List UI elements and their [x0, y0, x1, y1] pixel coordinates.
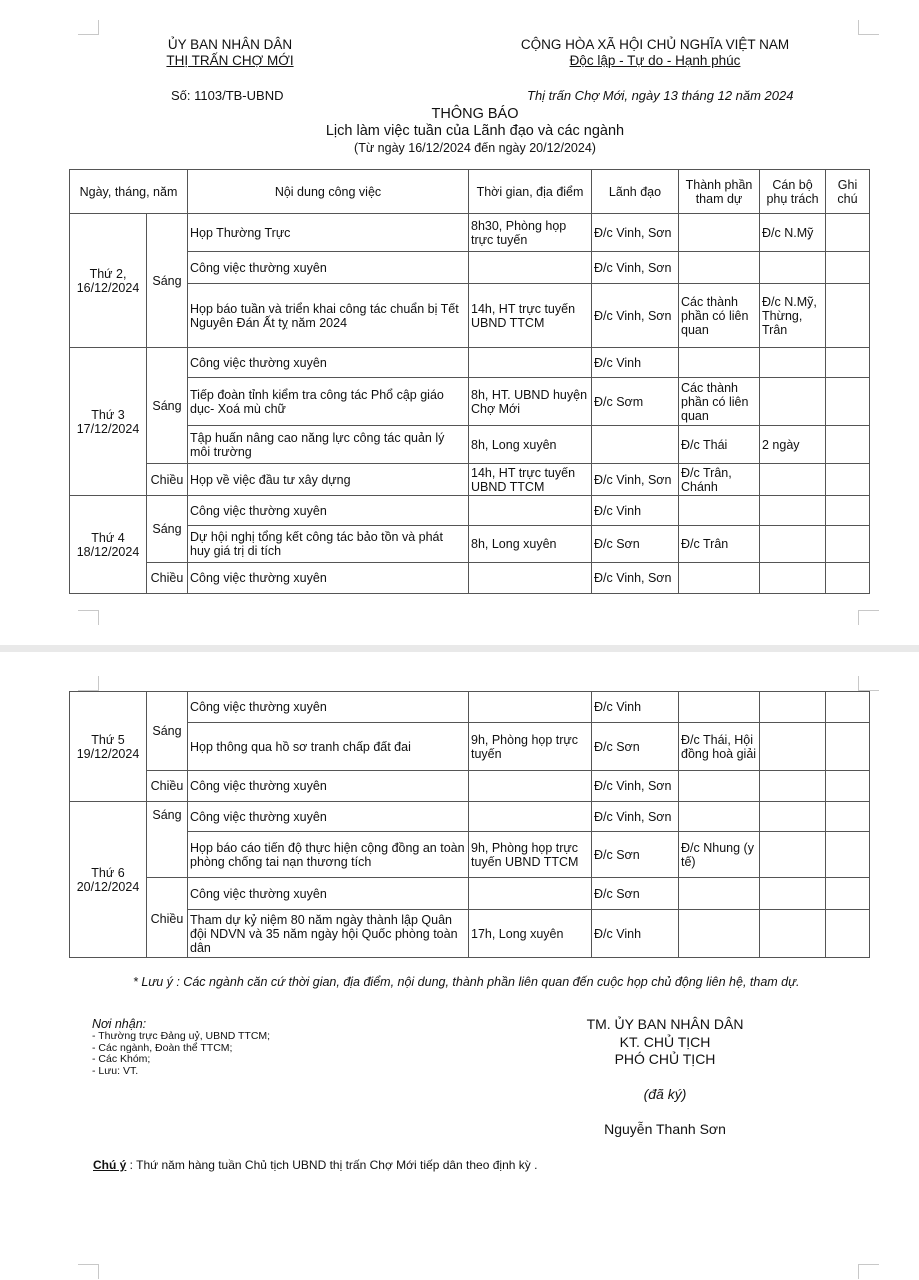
national-title: CỘNG HÒA XÃ HỘI CHỦ NGHĨA VIỆT NAM [520, 37, 790, 52]
participants-cell [679, 878, 760, 910]
content-cell: Dự hội nghị tổng kết công tác bảo tồn và phát huy giá trị di tích [188, 526, 469, 563]
content-cell: Công việc thường xuyên [188, 348, 469, 378]
content-cell: Công việc thường xuyên [188, 496, 469, 526]
officer-cell: 2 ngày [760, 426, 826, 464]
time-cell [469, 563, 592, 594]
content-cell: Họp báo tuần và triển khai công tác chuẩn bị Tết Nguyên Đán Ất tỵ năm 2024 [188, 284, 469, 348]
content-cell: Họp Thường Trực [188, 214, 469, 252]
table-row [70, 348, 870, 378]
table-row [70, 832, 870, 878]
leader-cell: Đ/c Vinh, Sơn [592, 464, 679, 496]
recipient-item: - Các Khóm; [92, 1053, 151, 1065]
officer-cell: Đ/c N.Mỹ, Thừng, Trân [760, 284, 826, 348]
content-cell: Công việc thường xuyên [188, 252, 469, 284]
leader-cell: Đ/c Vinh [592, 692, 679, 723]
table-row [70, 426, 870, 464]
header-note: Ghi chú [826, 170, 870, 214]
participants-cell [679, 910, 760, 958]
footnote: * Lưu ý : Các ngành căn cứ thời gian, địa điểm, nội dung, thành phần liên quan đến cuộc họp chủ động liên hệ, tham dự. [133, 975, 800, 989]
table-row [70, 526, 870, 563]
leader-cell [592, 426, 679, 464]
officer-cell [760, 692, 826, 723]
header-participants: Thành phần tham dự [679, 170, 760, 214]
time-cell: 8h, Long xuyên [469, 426, 592, 464]
content-cell: Họp về việc đầu tư xây dựng [188, 464, 469, 496]
officer-cell [760, 526, 826, 563]
participants-cell: Đ/c Thái, Hội đồng hoà giải [679, 723, 760, 771]
recipients-block [92, 1017, 352, 1077]
officer-cell [760, 378, 826, 426]
participants-cell: Đ/c Thái [679, 426, 760, 464]
officer-cell [760, 802, 826, 832]
leader-cell: Đ/c Vinh [592, 348, 679, 378]
title-line-2: Lịch làm việc tuần của Lãnh đạo và các ngành [325, 123, 625, 139]
leader-cell: Đ/c Vinh, Sơn [592, 284, 679, 348]
note-cell [826, 348, 870, 378]
title-line-1: THÔNG BÁO [431, 106, 519, 122]
document-title [250, 106, 700, 157]
time-cell: 8h, HT. UBND huyện Chợ Mới [469, 378, 592, 426]
note-cell [826, 802, 870, 832]
content-cell: Công việc thường xuyên [188, 692, 469, 723]
note-cell [826, 723, 870, 771]
time-cell [469, 252, 592, 284]
note-cell [826, 878, 870, 910]
crop-mark [78, 20, 99, 35]
time-cell: 8h, Long xuyên [469, 526, 592, 563]
signature-line-2: KT. CHỦ TỊCH [619, 1033, 711, 1050]
place-and-date: Thị trấn Chợ Mới, ngày 13 tháng 12 năm 2024 [527, 88, 794, 103]
table-row [70, 214, 870, 252]
note-cell [826, 214, 870, 252]
table-row [70, 378, 870, 426]
signature-line-1: TM. ỦY BAN NHÂN DÂN [586, 1016, 744, 1032]
officer-cell [760, 348, 826, 378]
leader-cell: Đ/c Vinh, Sơn [592, 802, 679, 832]
document-page-2 [0, 652, 919, 1280]
national-motto: Độc lập - Tự do - Hạnh phúc [569, 53, 741, 68]
content-cell: Công việc thường xuyên [188, 802, 469, 832]
content-cell: Tập huấn nâng cao năng lực công tác quản lý môi trường [188, 426, 469, 464]
content-cell: Tham dự kỷ niệm 80 năm ngày thành lập Quân đội NDVN và 35 năm ngày hội Quốc phòng toàn dân [188, 910, 469, 958]
day-cell: Thứ 3 17/12/2024 [70, 348, 147, 496]
session-cell: Sáng [147, 692, 188, 771]
leader-cell: Đ/c Vinh, Sơn [592, 252, 679, 284]
title-line-3: (Từ ngày 16/12/2024 đến ngày 20/12/2024) [354, 141, 596, 155]
note-cell [826, 563, 870, 594]
table-row [70, 771, 870, 802]
recipient-item: - Thường trực Đảng uỷ, UBND TTCM; [92, 1030, 271, 1042]
schedule-table-part-2 [69, 691, 870, 958]
signature-block [555, 1016, 775, 1139]
crop-mark [858, 1264, 879, 1279]
officer-cell [760, 496, 826, 526]
note-cell [826, 284, 870, 348]
leader-cell: Đ/c Sơm [592, 378, 679, 426]
time-cell [469, 348, 592, 378]
content-cell: Họp báo cáo tiến độ thực hiện cộng đồng an toàn phòng chống tai nạn thương tích [188, 832, 469, 878]
participants-cell [679, 771, 760, 802]
leader-cell: Đ/c Vinh [592, 496, 679, 526]
table-row [70, 802, 870, 832]
crop-mark [858, 676, 879, 691]
table-header-row [70, 170, 870, 214]
time-cell [469, 802, 592, 832]
time-cell [469, 496, 592, 526]
note-cell [826, 771, 870, 802]
time-cell: 14h, HT trực tuyến UBND TTCM [469, 464, 592, 496]
note-cell [826, 378, 870, 426]
participants-cell [679, 214, 760, 252]
table-row [70, 496, 870, 526]
content-cell: Công việc thường xuyên [188, 563, 469, 594]
participants-cell: Đ/c Trân [679, 526, 760, 563]
bottom-note-text: : Thứ năm hàng tuần Chủ tịch UBND thị trấn Chợ Mới tiếp dân theo định kỳ . [126, 1158, 538, 1172]
participants-cell: Đ/c Trân, Chánh [679, 464, 760, 496]
issuer-line-2: THỊ TRẤN CHỢ MỚI [166, 53, 294, 68]
leader-cell: Đ/c Sơn [592, 878, 679, 910]
officer-cell [760, 563, 826, 594]
bottom-note-label: Chú ý [93, 1158, 127, 1172]
table-row [70, 878, 870, 910]
leader-cell: Đ/c Vinh [592, 910, 679, 958]
session-cell: Sáng [147, 214, 188, 348]
session-cell: Sáng [147, 348, 188, 464]
note-cell [826, 910, 870, 958]
participants-cell [679, 348, 760, 378]
time-cell: 9h, Phòng họp trực tuyến [469, 723, 592, 771]
table-row [70, 723, 870, 771]
crop-mark [78, 610, 99, 625]
note-cell [826, 426, 870, 464]
table-row [70, 284, 870, 348]
signed-mark: (đã ký) [643, 1085, 687, 1102]
note-cell [826, 832, 870, 878]
participants-cell [679, 252, 760, 284]
participants-cell: Các thành phần có liên quan [679, 378, 760, 426]
table-row [70, 910, 870, 958]
crop-mark [78, 1264, 99, 1279]
crop-mark [858, 20, 879, 35]
schedule-table-part-1 [69, 169, 870, 594]
participants-cell: Đ/c Nhung (y tế) [679, 832, 760, 878]
time-cell [469, 878, 592, 910]
day-cell: Thứ 5 19/12/2024 [70, 692, 147, 802]
header-date: Ngày, tháng, năm [70, 170, 188, 214]
leader-cell: Đ/c Vinh, Sơn [592, 214, 679, 252]
officer-cell: Đ/c N.Mỹ [760, 214, 826, 252]
session-cell: Chiều [147, 563, 188, 594]
officer-cell [760, 771, 826, 802]
note-cell [826, 496, 870, 526]
day-cell: Thứ 2, 16/12/2024 [70, 214, 147, 348]
day-cell: Thứ 4 18/12/2024 [70, 496, 147, 594]
table-row [70, 563, 870, 594]
time-cell: 9h, Phòng họp trực tuyến UBND TTCM [469, 832, 592, 878]
officer-cell [760, 252, 826, 284]
crop-mark [858, 610, 879, 625]
table-row [70, 464, 870, 496]
document-number: Số: 1103/TB-UBND [171, 88, 284, 103]
national-motto-block [495, 37, 815, 69]
time-cell [469, 692, 592, 723]
bottom-note [93, 1158, 537, 1172]
table-row [70, 252, 870, 284]
session-cell: Chiều [147, 771, 188, 802]
participants-cell: Các thành phần có liên quan [679, 284, 760, 348]
session-cell: Chiều [147, 464, 188, 496]
session-cell: Sáng [147, 496, 188, 563]
leader-cell: Đ/c Sơn [592, 832, 679, 878]
content-cell: Công việc thường xuyên [188, 771, 469, 802]
time-cell: 14h, HT trực tuyến UBND TTCM [469, 284, 592, 348]
leader-cell: Đ/c Vinh, Sơn [592, 563, 679, 594]
recipients-title: Nơi nhận: [92, 1017, 147, 1031]
day-cell: Thứ 6 20/12/2024 [70, 802, 147, 958]
note-cell [826, 692, 870, 723]
content-cell: Tiếp đoàn tỉnh kiểm tra công tác Phổ cập giáo dục- Xoá mù chữ [188, 378, 469, 426]
officer-cell [760, 464, 826, 496]
note-cell [826, 252, 870, 284]
time-cell: 8h30, Phòng họp trực tuyến [469, 214, 592, 252]
officer-cell [760, 878, 826, 910]
header-time-place: Thời gian, địa điểm [469, 170, 592, 214]
header-leader: Lãnh đạo [592, 170, 679, 214]
time-cell [469, 771, 592, 802]
leader-cell: Đ/c Sơn [592, 723, 679, 771]
content-cell: Họp thông qua hồ sơ tranh chấp đất đai [188, 723, 469, 771]
officer-cell [760, 832, 826, 878]
session-cell: Chiều [147, 878, 188, 958]
issuer-line-1: ỦY BAN NHÂN DÂN [167, 37, 293, 52]
note-cell [826, 526, 870, 563]
officer-cell [760, 910, 826, 958]
participants-cell [679, 496, 760, 526]
crop-mark [78, 676, 99, 691]
recipient-item: - Lưu: VT. [92, 1064, 139, 1077]
participants-cell [679, 692, 760, 723]
header-content: Nội dung công việc [188, 170, 469, 214]
header-officer: Cán bộ phụ trách [760, 170, 826, 214]
signature-line-3: PHÓ CHỦ TỊCH [614, 1051, 716, 1067]
note-cell [826, 464, 870, 496]
session-cell: Sáng [147, 802, 188, 878]
issuer-block [130, 37, 330, 69]
content-cell: Công việc thường xuyên [188, 878, 469, 910]
time-cell: 17h, Long xuyên [469, 910, 592, 958]
leader-cell: Đ/c Vinh, Sơn [592, 771, 679, 802]
participants-cell [679, 563, 760, 594]
signer-name: Nguyễn Thanh Sơn [604, 1121, 726, 1137]
leader-cell: Đ/c Sơn [592, 526, 679, 563]
table-row [70, 692, 870, 723]
participants-cell [679, 802, 760, 832]
recipient-item: - Các ngành, Đoàn thể TTCM; [92, 1041, 233, 1054]
officer-cell [760, 723, 826, 771]
